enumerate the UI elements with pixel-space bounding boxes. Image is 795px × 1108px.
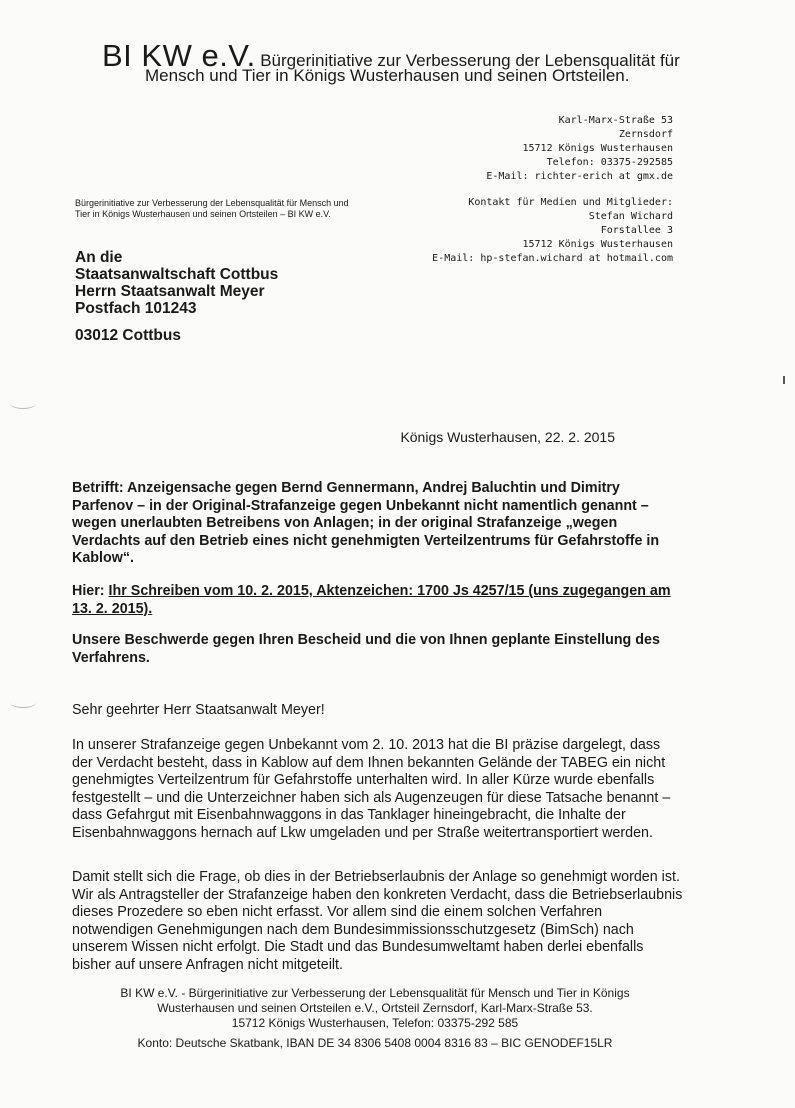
- recipient-line: Postfach 101243: [75, 300, 197, 317]
- footer-bank-details: Konto: Deutsche Skatbank, IBAN DE 34 8306 5408 0004 8316 83 – BIC GENODEF15LR: [137, 1036, 613, 1050]
- recipient-line: Staatsanwaltschaft Cottbus: [75, 266, 279, 283]
- address-phone: Telefon: 03375-292585: [546, 157, 673, 168]
- footer-line: BI KW e.V. - Bürgerinitiative zur Verbesserung der Lebensqualität für Mensch und Tier in Königs: [120, 986, 630, 1000]
- contact-heading: Kontakt für Medien und Mitglieder:: [468, 197, 673, 208]
- org-short-name: BI KW e.V.: [102, 38, 256, 73]
- contact-city: 15712 Königs Wusterhausen: [522, 239, 673, 250]
- recipient-address: [75, 249, 278, 344]
- punch-hole-mark: [10, 697, 36, 708]
- reference-line: [72, 583, 682, 618]
- address-street: Karl-Marx-Straße 53: [558, 115, 673, 126]
- recipient-line: An die: [75, 249, 123, 266]
- reference-text: Ihr Schreiben vom 10. 2. 2015, Aktenzeichen: 1700 Js 4257/15 (uns zugegangen am 13. 2. 2015).: [72, 583, 671, 617]
- address-email: E-Mail: richter-erich at gmx.de: [486, 171, 673, 182]
- salutation: Sehr geehrter Herr Staatsanwalt Meyer!: [72, 702, 325, 718]
- org-full-name-line2: Mensch und Tier in Königs Wusterhausen und seinen Ortsteilen.: [145, 66, 630, 85]
- letter-date: Königs Wusterhausen, 22. 2. 2015: [400, 429, 615, 445]
- contact-street: Forstallee 3: [600, 225, 673, 236]
- punch-hole-mark: [10, 398, 36, 409]
- contact-email: E-Mail: hp-stefan.wichard at hotmail.com: [432, 253, 673, 264]
- address-city: 15712 Königs Wusterhausen: [522, 143, 673, 154]
- media-contact-block: [432, 196, 673, 266]
- sender-return-line: [75, 198, 349, 220]
- footer-line: Wusterhausen und seinen Ortsteilen e.V., Ortsteil Zernsdorf, Karl-Marx-Straße 53.: [157, 1001, 593, 1015]
- complaint-heading: Unsere Beschwerde gegen Ihren Bescheid und die von Ihnen geplante Einstellung des Verfahrens.: [72, 632, 660, 666]
- contact-name: Stefan Wichard: [588, 211, 673, 222]
- address-district: Zernsdorf: [618, 129, 673, 140]
- body-paragraph: In unserer Strafanzeige gegen Unbekannt vom 2. 10. 2013 hat die BI präzise dargelegt, dass der Verdacht besteht, dass in Kablow auf dem Ihnen bekannten Gelände der TABEG ein nicht genehmigtes Verteilzentrum für Gefahrstoffe unterhalten wird. In aller Kürze wurde ebenfalls festgestellt – und die Unterzeichner haben sich als Augenzeugen für diese Tatsache benannt – dass Gefahrgut mit Eisenbahnwaggons in das Tanklager hineingebracht, die Inhalte der Eisenbahnwaggons hernach auf Lkw umgeladen und per Straße weitertransportiert werden.: [72, 737, 671, 841]
- reference-prefix: Hier:: [72, 583, 109, 599]
- sender-line-2: Tier in Königs Wusterhausen und seinen Ortsteilen – BI KW e.V.: [75, 209, 331, 219]
- org-address-block: [486, 114, 673, 184]
- recipient-line: Herrn Staatsanwalt Meyer: [75, 283, 265, 300]
- sender-line-1: Bürgerinitiative zur Verbesserung der Lebensqualität für Mensch und: [75, 198, 349, 208]
- fold-mark: [783, 376, 785, 384]
- org-full-name-line1: Bürgerinitiative zur Verbesserung der Lebensqualität für: [260, 51, 680, 70]
- recipient-line: 03012 Cottbus: [75, 327, 181, 344]
- subject-line: Betrifft: Anzeigensache gegen Bernd Gennermann, Andrej Baluchtin und Dimitry Parfenov – in der Original-Strafanzeige gegen Unbekannt nicht namentlich genannt – wegen unerlaubten Betreibens von Anlagen; in der original Strafanzeige „wegen Verdachts auf den Betrieb eines nicht genehmigten Verteilzentrums für Gefahrstoffe in Kablow“.: [72, 480, 660, 566]
- body-paragraph: Damit stellt sich die Frage, ob dies in der Betriebserlaubnis der Anlage so genehmigt worden ist. Wir als Antragsteller der Strafanzeige haben den konkreten Verdacht, dass die Betriebserlaubnis dieses Prozedere so eben nicht erfasst. Vor allem sind die einem solchen Verfahren notwendigen Genehmigungen nach dem Bundesimmissionsschutzgesetz (BimSch) nach unserem Wissen nicht erfolgt. Die Stadt und das Bundesumweltamt haben derlei ebenfalls bisher auf unsere Anfragen nicht mitgeteilt.: [72, 869, 683, 973]
- footer-line: 15712 Königs Wusterhausen, Telefon: 03375-292 585: [231, 1016, 519, 1030]
- footer-org-info: [60, 986, 690, 1031]
